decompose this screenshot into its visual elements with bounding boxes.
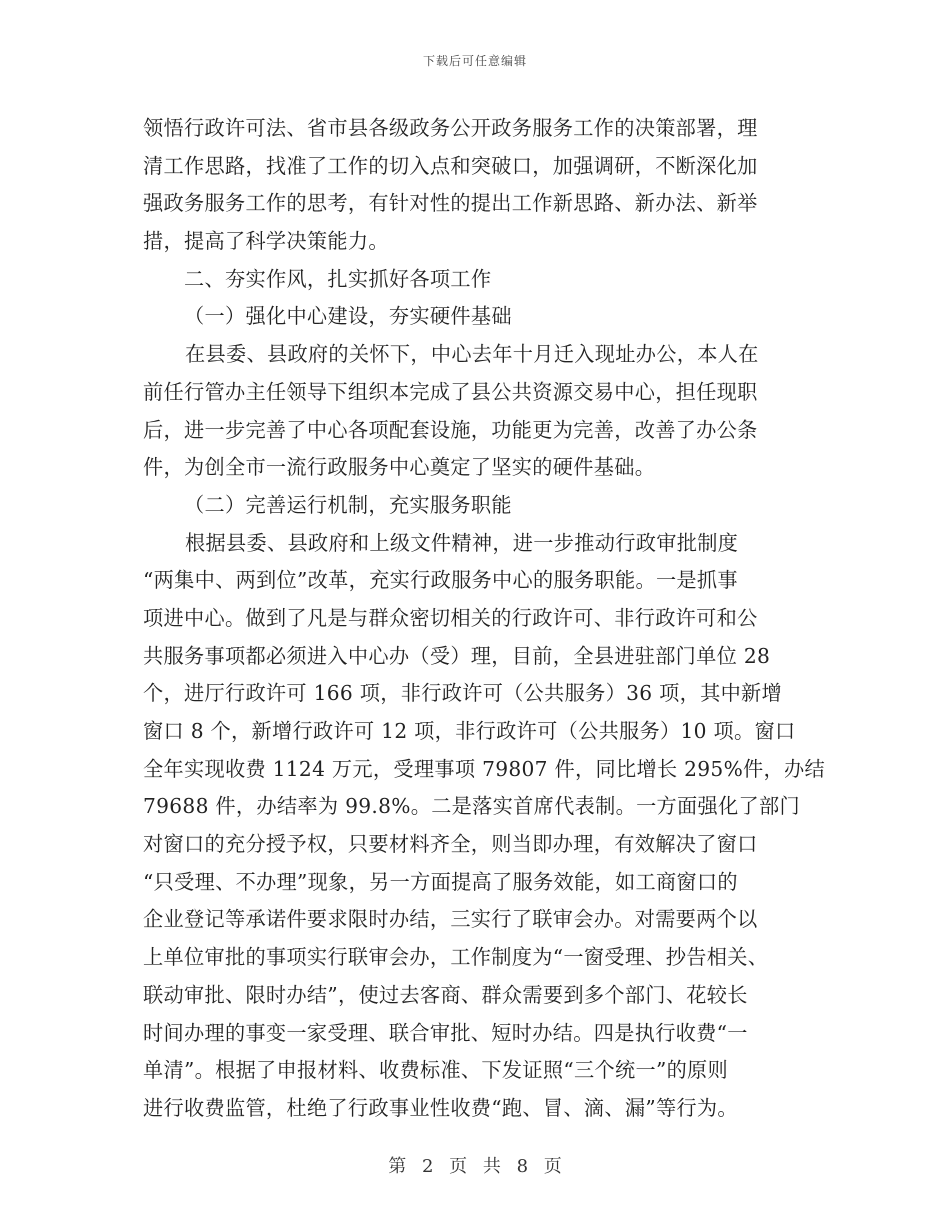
body-line: 时间办理的事变一家受理、联合审批、短时办结。四是执行收费“一 xyxy=(143,1020,748,1045)
body-line: 件，为创全市一流行政服务中心奠定了坚实的硬件基础。 xyxy=(143,455,656,480)
body-line: 根据县委、县政府和上级文件精神，进一步推动行政审批制度 xyxy=(185,530,739,555)
body-line: 在县委、县政府的关怀下，中心去年十月迁入现址办公，本人在 xyxy=(185,342,759,367)
document-body xyxy=(143,110,826,1128)
body-line: 强政务服务工作的思考，有针对性的提出工作新思路、新办法、新举 xyxy=(143,191,758,216)
body-line: 对窗口的充分授予权，只要材料齐全，则当即办理，有效解决了窗口 xyxy=(143,832,758,857)
section-heading: 二、夯实作风，扎实抓好各项工作 xyxy=(184,266,492,291)
total-pages-number: 8 xyxy=(516,1156,529,1177)
body-line: 个，进厅行政许可 166 项，非行政许可（公共服务）36 项，其中新增 xyxy=(143,681,783,706)
body-line: 窗口 8 个，新增行政许可 12 项，非行政许可（公共服务）10 项。窗口 xyxy=(143,719,796,743)
body-line: 单清”。根据了申报材料、收费标准、下发证照“三个统一”的原则 xyxy=(143,1058,729,1083)
page-header: 下载后可任意编辑 xyxy=(422,54,527,68)
body-line: 措，提高了科学决策能力。 xyxy=(143,229,389,254)
body-line: 企业登记等承诺件要求限时办结，三实行了联审会办。对需要两个以 xyxy=(143,907,758,932)
subsection-heading: （二）完善运行机制，充实服务职能 xyxy=(184,492,512,517)
body-line: 全年实现收费 1124 万元，受理事项 79807 件，同比增长 295%件，办结 xyxy=(143,756,826,781)
total-unit: 页 xyxy=(543,1156,562,1177)
total-label: 共 xyxy=(482,1156,501,1177)
page-label-prefix: 第 xyxy=(388,1156,407,1177)
body-line: 进行收费监管，杜绝了行政事业性收费“跑、冒、滴、漏”等行为。 xyxy=(143,1095,738,1120)
page-footer xyxy=(0,1152,950,1178)
body-line: 79688 件，办结率为 99.8%。二是落实首席代表制。一方面强化了部门 xyxy=(143,794,800,819)
body-line: “只受理、不办理”现象，另一方面提高了服务效能，如工商窗口的 xyxy=(143,869,738,894)
body-line: 共服务事项都必须进入中心办（受）理，目前，全县进驻部门单位 28 xyxy=(143,643,771,668)
body-line: 联动审批、限时办结”，使过去客商、群众需要到多个部门、花较长 xyxy=(143,982,748,1007)
subsection-heading: （一）强化中心建设，夯实硬件基础 xyxy=(184,304,512,329)
body-line: 后，进一步完善了中心各项配套设施，功能更为完善，改善了办公条 xyxy=(143,417,758,442)
current-page-number: 2 xyxy=(421,1156,434,1177)
body-line: 项进中心。做到了凡是与群众密切相关的行政许可、非行政许可和公 xyxy=(143,605,758,630)
body-line: 领悟行政许可法、省市县各级政务公开政务服务工作的决策部署，理 xyxy=(143,116,758,140)
body-line: 清工作思路，找准了工作的切入点和突破口，加强调研，不断深化加 xyxy=(143,153,758,178)
body-line: “两集中、两到位”改革，充实行政服务中心的服务职能。一是抓事 xyxy=(143,568,738,593)
page-label-unit: 页 xyxy=(449,1156,468,1177)
body-line: 前任行管办主任领导下组织本完成了县公共资源交易中心，担任现职 xyxy=(143,379,758,404)
body-line: 上单位审批的事项实行联审会办，工作制度为“一窗受理、抄告相关、 xyxy=(143,945,769,970)
